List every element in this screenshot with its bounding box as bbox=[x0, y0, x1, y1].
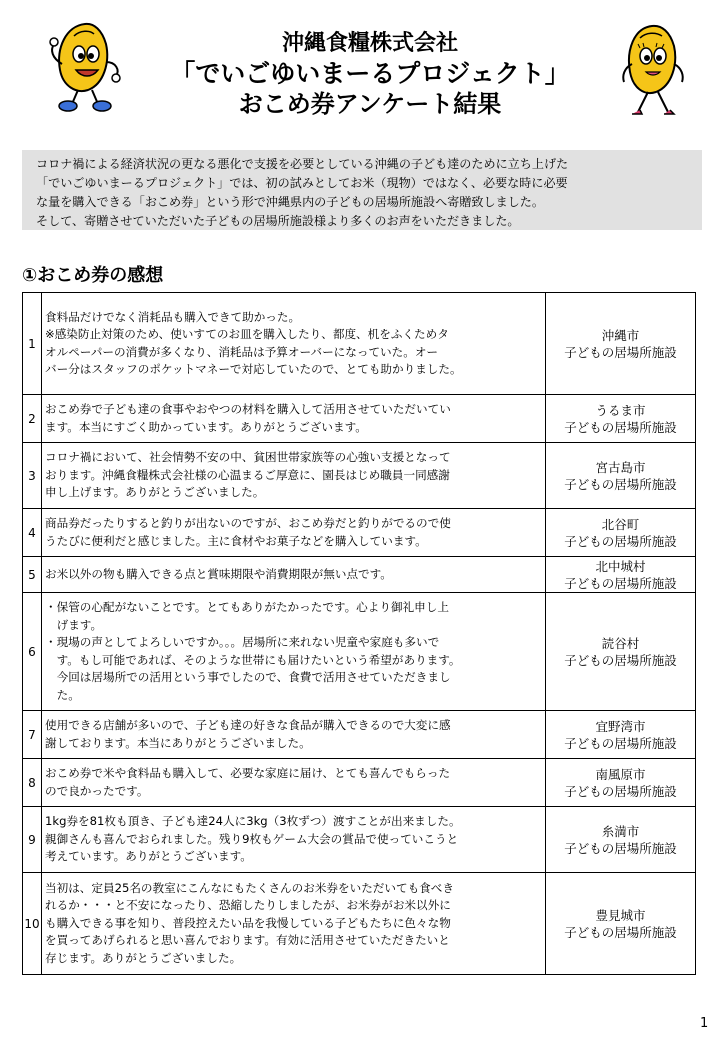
facility-city: 南風原市 bbox=[595, 766, 646, 782]
facility-cell bbox=[546, 873, 696, 975]
comment-line: 1kg券を81枚も頂き、子ども達24人に3kg（3枚ずつ）渡すことが出来ました。 bbox=[45, 814, 461, 829]
facility-city: 北中城村 bbox=[595, 558, 646, 574]
table-row bbox=[23, 873, 696, 975]
project-name: 「でいごゆいまーるプロジェクト」 bbox=[170, 58, 570, 88]
comment-cell bbox=[42, 443, 546, 509]
comment-line: も購入できる事を知り、普段控えたい品を我慢している子どもたちに色々な物 bbox=[45, 915, 451, 930]
comment-line: うたびに便利だと感じました。主に食材やお菓子などを購入しています。 bbox=[45, 533, 427, 548]
table-row bbox=[23, 807, 696, 873]
table-row bbox=[23, 395, 696, 443]
company-name: 沖縄食糧株式会社 bbox=[281, 31, 458, 56]
comment-line: 申し上げます。ありがとうございました。 bbox=[45, 485, 265, 500]
intro-line: そして、寄贈させていただいた子どもの居場所施設様より多くのお声をいただきました。 bbox=[36, 214, 520, 228]
comment-cell bbox=[42, 593, 546, 711]
comment-line: お米以外の物も購入できる点と賞味期限や消費期限が無い点です。 bbox=[45, 566, 392, 581]
intro-line: コロナ禍による経済状況の更なる悪化で支援を必要としている沖縄の子ども達のために立ち上げた bbox=[36, 157, 569, 171]
facility-cell bbox=[546, 593, 696, 711]
table-row bbox=[23, 443, 696, 509]
comment-line: 考えています。ありがとうございます。 bbox=[45, 849, 252, 864]
facility-city: 北谷町 bbox=[601, 516, 640, 532]
page-number: 1 bbox=[700, 1016, 709, 1031]
comment-line: ・現場の声としてよろしいですか。。。居場所に来れない児童や家庭も多いで bbox=[45, 635, 440, 649]
facility-city: うるま市 bbox=[595, 402, 646, 418]
comment-line: オルペーパーの消費が多くなり、消耗品は予算オーバーになっていた。オー bbox=[45, 344, 439, 359]
facility-cell bbox=[546, 509, 696, 557]
comment-line: 使用できる店舗が多いので、子ども達の好きな食品が購入できるので大変に感 bbox=[45, 718, 451, 732]
facility-cell bbox=[546, 293, 696, 395]
comment-cell bbox=[42, 395, 546, 443]
comment-cell bbox=[42, 759, 546, 807]
comment-line: おります。沖縄食糧株式会社様の心温まるご厚意に、園長はじめ職員一同感謝 bbox=[45, 467, 450, 482]
facility-type: 子どもの居場所施設 bbox=[564, 533, 677, 549]
section-heading: ①おこめ券の感想 bbox=[22, 265, 164, 286]
row-number: 8 bbox=[23, 759, 42, 807]
facility-cell bbox=[546, 759, 696, 807]
facility-type: 子どもの居場所施設 bbox=[564, 476, 677, 492]
facility-city: 宜野湾市 bbox=[595, 718, 646, 734]
row-number: 4 bbox=[23, 509, 42, 557]
facility-city: 糸満市 bbox=[601, 823, 640, 839]
page-title: おこめ券アンケート結果 bbox=[238, 89, 502, 118]
comment-cell bbox=[42, 807, 546, 873]
comment-line: す。もし可能であれば、そのような世帯にも届けたいという希望があります。 bbox=[45, 652, 461, 667]
row-number: 1 bbox=[23, 293, 42, 395]
comment-line: 食料品だけでなく消耗品も購入できて助かった。 bbox=[45, 309, 301, 324]
facility-city: 豊見城市 bbox=[595, 907, 646, 923]
comment-line: バー分はスタッフのポケットマネーで対応していたので、とても助かりました。 bbox=[45, 362, 462, 376]
comment-line: れるか・・・と不安になったり、恐縮したりしましたが、お米券がお米以外に bbox=[45, 898, 451, 913]
facility-cell bbox=[546, 443, 696, 509]
comment-line: を買ってあげられると思い喜んでおります。有効に活用させていただきたいと bbox=[45, 933, 450, 948]
facility-type: 子どもの居場所施設 bbox=[564, 344, 677, 360]
comment-cell bbox=[42, 293, 546, 395]
comment-line: 商品券だったりすると釣りが出ないのですが、おこめ券だと釣りがでるので使 bbox=[45, 516, 451, 530]
row-number: 5 bbox=[23, 557, 42, 593]
comment-line: ※感染防止対策のため、使いすてのお皿を購入したり、都度、机をふくためタ bbox=[45, 327, 449, 341]
comment-line: 当初は、定員25名の教室にこんなにもたくさんのお米券をいただいても食べき bbox=[45, 880, 454, 895]
row-number: 7 bbox=[23, 711, 42, 759]
facility-type: 子どもの居場所施設 bbox=[564, 783, 677, 799]
facility-type: 子どもの居場所施設 bbox=[564, 840, 677, 856]
comment-line: げます。 bbox=[45, 617, 103, 632]
facility-type: 子どもの居場所施設 bbox=[564, 575, 677, 591]
facility-cell bbox=[546, 711, 696, 759]
facility-type: 子どもの居場所施設 bbox=[564, 419, 677, 435]
table-row bbox=[23, 759, 696, 807]
facility-city: 宮古島市 bbox=[595, 459, 646, 475]
comment-line: た。 bbox=[45, 687, 80, 702]
comment-line: コロナ禍において、社会情勢不安の中、貧困世帯家族等の心強い支援となって bbox=[45, 450, 451, 465]
table-row bbox=[23, 557, 696, 593]
row-number: 3 bbox=[23, 443, 42, 509]
row-number: 2 bbox=[23, 395, 42, 443]
facility-city: 沖縄市 bbox=[601, 327, 640, 343]
row-number: 9 bbox=[23, 807, 42, 873]
title-block bbox=[130, 30, 610, 119]
table-row bbox=[23, 509, 696, 557]
comment-line: ます。本当にすごく助かっています。ありがとうございます。 bbox=[45, 419, 367, 434]
comment-cell bbox=[42, 509, 546, 557]
comment-cell bbox=[42, 711, 546, 759]
facility-cell bbox=[546, 395, 696, 443]
comment-line: 謝しております。本当にありがとうございました。 bbox=[45, 735, 311, 750]
rice-mascot-girl-illustration bbox=[612, 18, 694, 124]
rice-mascot-boy-illustration bbox=[44, 18, 126, 114]
comment-line: ので良かったです。 bbox=[45, 783, 149, 798]
comment-line: 今回は居場所での活用という事でしたので、食費で活用させていただきまし bbox=[45, 670, 451, 684]
table-row bbox=[23, 293, 696, 395]
row-number: 10 bbox=[23, 873, 42, 975]
intro-box bbox=[22, 150, 702, 230]
comment-line: おこめ券で子ども達の食事やおやつの材料を購入して活用させていただいてい bbox=[45, 402, 451, 416]
feedback-table bbox=[22, 292, 696, 975]
facility-type: 子どもの居場所施設 bbox=[564, 924, 677, 940]
comment-cell bbox=[42, 873, 546, 975]
facility-type: 子どもの居場所施設 bbox=[564, 735, 677, 751]
comment-line: ・保管の心配がないことです。とてもありがたかったです。心より御礼申し上 bbox=[45, 600, 449, 614]
row-number: 6 bbox=[23, 593, 42, 711]
intro-line: な量を購入できる「おこめ券」という形で沖縄県内の子どもの居場所施設へ寄贈致しました。 bbox=[36, 195, 544, 209]
table-row bbox=[23, 593, 696, 711]
comment-line: おこめ券で米や食料品も購入して、必要な家庭に届け、とても喜んでもらった bbox=[45, 766, 451, 780]
intro-line: 「でいごゆいまーるプロジェクト」では、初の試みとしてお米（現物）ではなく、必要な時に必要 bbox=[36, 176, 568, 190]
comment-cell bbox=[42, 557, 546, 593]
comment-line: 親御さんも喜んでおられました。残り9枚もゲーム大会の賞品で使っていこうと bbox=[45, 831, 459, 846]
facility-type: 子どもの居場所施設 bbox=[564, 652, 677, 668]
facility-cell bbox=[546, 807, 696, 873]
facility-cell bbox=[546, 557, 696, 593]
facility-city: 読谷村 bbox=[601, 635, 640, 651]
comment-line: 存じます。ありがとうございました。 bbox=[45, 950, 242, 965]
table-row bbox=[23, 711, 696, 759]
